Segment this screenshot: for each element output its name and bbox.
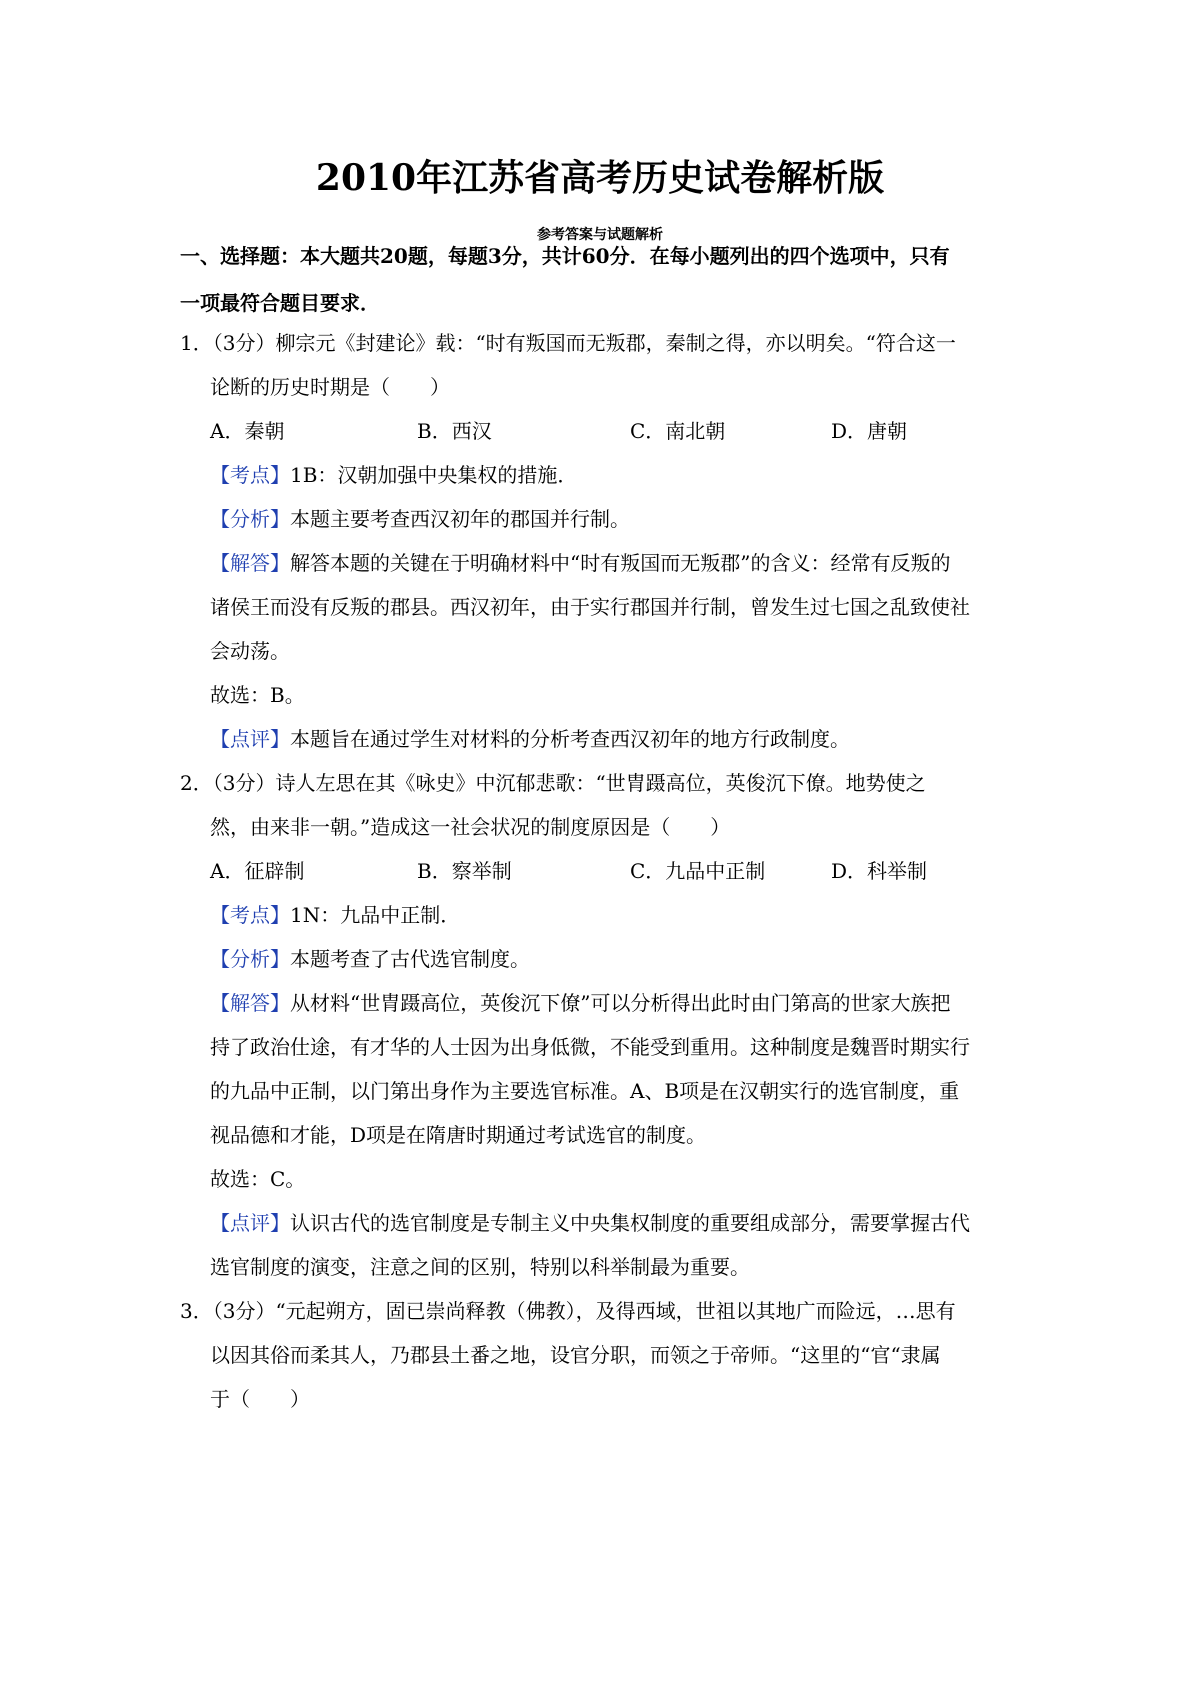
q1-stem-line2: 论断的历史时期是（ ）: [210, 375, 450, 399]
kaodian-text: 1B：汉朝加强中央集权的措施．: [290, 463, 578, 487]
dianping-tag: 【点评】: [210, 727, 290, 751]
q1-answer: 故选：B。: [210, 683, 305, 707]
q1-jieda-line3: 会动荡。: [210, 639, 290, 663]
jieda-tag: 【解答】: [210, 991, 290, 1015]
page-title: 2010年江苏省高考历史试卷解析版: [315, 157, 885, 199]
q3-stem-line2: 以因其俗而柔其人，乃郡县土番之地，设官分职，而领之于帝师。“这里的“官“隶属: [210, 1343, 941, 1367]
q2-option-d: D．科举制: [831, 859, 928, 883]
dianping-text: 认识古代的选官制度是专制主义中央集权制度的重要组成部分，需要掌握古代: [290, 1211, 970, 1235]
q1-stem-line1: 1．（3分）柳宗元《封建论》载：“时有叛国而无叛郡，秦制之得，亦以明矣。“符合这一: [180, 331, 956, 355]
q2-jieda-line3: 的九品中正制，以门第出身作为主要选官标准。A、B项是在汉朝实行的选官制度，重: [210, 1079, 960, 1103]
fenxi-tag: 【分析】: [210, 947, 290, 971]
q2-stem-line1: 2．（3分）诗人左思在其《咏史》中沉郁悲歌：“世胄蹑高位，英俊沉下僚。地势使之: [180, 771, 926, 795]
kaodian-text: 1N：九品中正制．: [290, 903, 461, 927]
jieda-text: 解答本题的关键在于明确材料中“时有叛国而无叛郡”的含义：经常有反叛的: [290, 551, 951, 575]
q2-option-a: A．征辟制: [210, 859, 305, 883]
q2-option-b: B．察举制: [417, 859, 512, 883]
q1-option-d: D．唐朝: [831, 419, 908, 443]
q2-stem-line2: 然，由来非一朝。”造成这一社会状况的制度原因是（ ）: [210, 815, 731, 839]
dianping-text: 本题旨在通过学生对材料的分析考查西汉初年的地方行政制度。: [290, 727, 850, 751]
kaodian-tag: 【考点】: [210, 463, 290, 487]
q1-jieda-line2: 诸侯王而没有反叛的郡县。西汉初年，由于实行郡国并行制，曾发生过七国之乱致使社: [210, 595, 970, 619]
q2-jieda-line1: [210, 988, 950, 1018]
fenxi-tag: 【分析】: [210, 507, 290, 531]
q1-jieda-line1: [210, 548, 950, 578]
fenxi-text: 本题考查了古代选官制度。: [290, 947, 530, 971]
q3-stem-line1: 3．（3分）“元起朔方，固已崇尚释教（佛教），及得西域，世祖以其地广而险远，…思有: [180, 1299, 956, 1323]
q2-dianping-line1: [210, 1208, 970, 1238]
jieda-tag: 【解答】: [210, 551, 290, 575]
jieda-text: 从材料“世胄蹑高位，英俊沉下僚”可以分析得出此时由门第高的世家大族把: [290, 991, 951, 1015]
q2-answer: 故选：C。: [210, 1167, 306, 1191]
kaodian-tag: 【考点】: [210, 903, 290, 927]
fenxi-text: 本题主要考查西汉初年的郡国并行制。: [290, 507, 630, 531]
q1-fenxi: [210, 504, 630, 534]
section-heading-line1: 一、选择题：本大题共20题，每题3分，共计60分．在每小题列出的四个选项中，只有: [180, 244, 950, 268]
q2-kaodian: [210, 900, 460, 930]
page-subtitle: 参考答案与试题解析: [537, 227, 663, 243]
q2-dianping-line2: 选官制度的演变，注意之间的区别，特别以科举制最为重要。: [210, 1255, 750, 1279]
section-heading-line2: 一项最符合题目要求．: [180, 291, 380, 315]
q2-fenxi: [210, 944, 530, 974]
q1-option-c: C．南北朝: [630, 419, 726, 443]
q3-stem-line3: 于（ ）: [210, 1387, 310, 1411]
q2-jieda-line2: 持了政治仕途，有才华的人士因为出身低微，不能受到重用。这种制度是魏晋时期实行: [210, 1035, 970, 1059]
section-heading: [180, 233, 1040, 327]
q1-option-b: B．西汉: [417, 419, 492, 443]
q2-jieda-line4: 视品德和才能，D项是在隋唐时期通过考试选官的制度。: [210, 1123, 707, 1147]
q2-option-c: C．九品中正制: [630, 859, 766, 883]
dianping-tag: 【点评】: [210, 1211, 290, 1235]
q1-dianping: [210, 724, 850, 754]
q1-kaodian: [210, 460, 577, 490]
q1-option-a: A．秦朝: [210, 419, 285, 443]
